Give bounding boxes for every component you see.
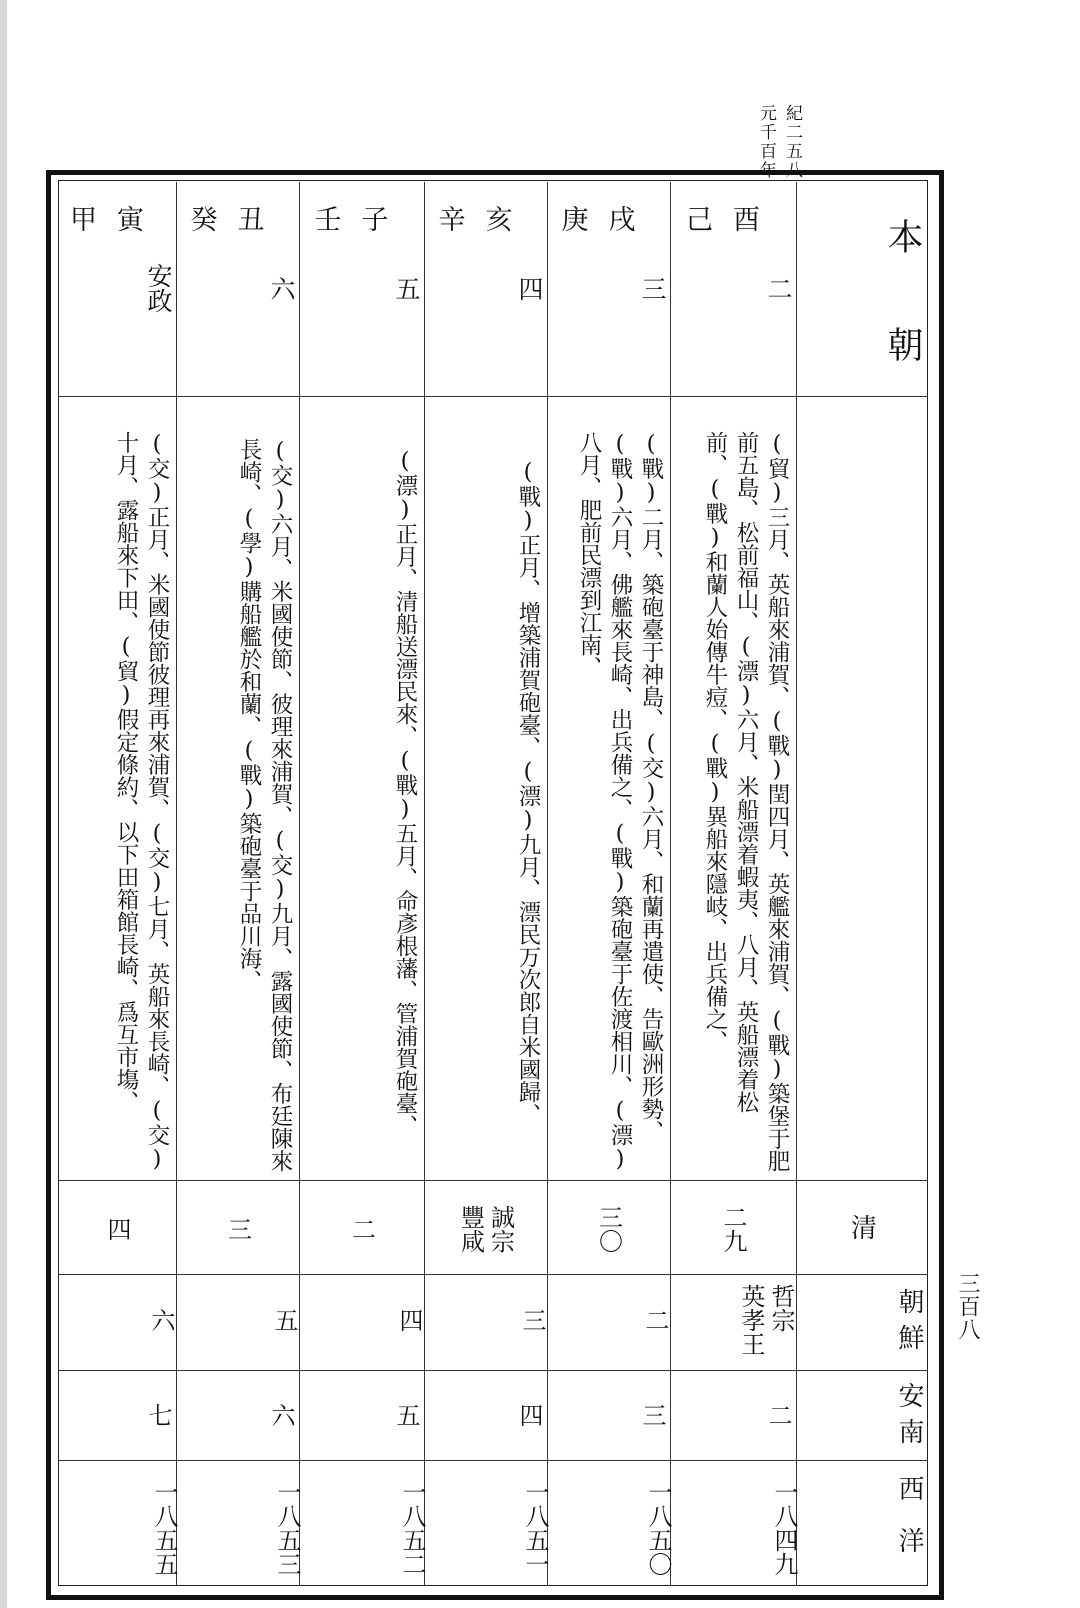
qing-year: 誠宗 豐咸	[456, 1205, 515, 1253]
row-label-joseon: 朝鮮	[894, 1288, 924, 1360]
joseon-year: 五	[270, 1308, 298, 1332]
western-year: 一八五二	[398, 1480, 426, 1576]
joseon-year: 哲宗 英孝王	[737, 1284, 795, 1356]
column-divider	[796, 182, 797, 1585]
qing-year: 三〇	[594, 1205, 623, 1253]
qing-year: 三	[223, 1217, 252, 1241]
reign-year: 二	[764, 275, 793, 301]
japan-events: (交)正月、米國使節彼理再來浦賀、(交)七月、英船來長崎、(交) 十月、露船來下田、(貿)假定條約、以下田箱館長崎、爲互市塲、	[113, 431, 170, 1172]
annam-year: 三	[638, 1403, 666, 1427]
western-year: 一八五一	[521, 1480, 549, 1576]
row-label-west: 西洋	[894, 1475, 924, 1579]
cycle-label: 庚戌	[561, 205, 656, 236]
joseon-year: 二	[641, 1308, 669, 1332]
annam-year: 四	[515, 1403, 543, 1427]
row-label-annam: 安南	[894, 1382, 924, 1454]
annam-year: 二	[764, 1403, 792, 1427]
row-divider	[58, 1460, 928, 1461]
cycle-label: 己酉	[686, 205, 780, 236]
qing-year: 二	[347, 1217, 376, 1241]
western-year: 一八五三	[273, 1480, 301, 1576]
reign-year: 三	[638, 275, 667, 301]
page-number: 三百八	[955, 1272, 980, 1341]
reign-year: 安政	[144, 263, 173, 313]
row-divider	[58, 1370, 928, 1371]
japan-events: (貿)三月、英船來浦賀、(戰)閏四月、英艦來浦賀、(戰)築堡于肥 前五島、松前福山、(漂)六月、米船漂着蝦夷、八月、英船漂着松 前、(戰)和蘭人始傳牛痘、(戰)異船來隱岐、出兵備之、	[702, 431, 790, 1172]
row-label-japan: 本 朝	[882, 218, 923, 362]
joseon-year: 三	[518, 1308, 546, 1332]
qing-year: 四	[103, 1217, 131, 1241]
page-edge-shadow	[0, 0, 7, 1608]
cycle-label: 壬子	[314, 205, 409, 236]
row-label-qing: 清	[846, 1214, 877, 1240]
qing-year: 二九	[719, 1205, 747, 1253]
cycle-label: 甲寅	[70, 205, 164, 236]
joseon-year: 四	[395, 1308, 423, 1332]
row-divider	[58, 1180, 928, 1181]
row-divider	[58, 396, 928, 397]
reign-year: 六	[267, 275, 296, 301]
cycle-label: 辛亥	[438, 205, 533, 236]
japan-events: (交)六月、米國使節、彼理來浦賀、(交)九月、露國使節、布廷陳來 長崎、(學)購船艦於和蘭、(戰)築砲臺于品川海、	[236, 438, 293, 1172]
annam-year: 七	[144, 1403, 172, 1427]
era-header: 紀二五八 元千百年	[756, 104, 802, 180]
japan-events: (戰)正月、增築浦賀砲臺、(漂)九月、漂民万次郎自米國歸、	[515, 458, 541, 1126]
western-year: 一八五〇	[644, 1480, 672, 1576]
joseon-year: 六	[147, 1308, 175, 1332]
western-year: 一八四九	[770, 1480, 798, 1576]
row-divider	[58, 1274, 928, 1275]
cycle-label: 癸丑	[190, 205, 285, 236]
reign-year: 四	[515, 275, 544, 301]
annam-year: 六	[267, 1403, 295, 1427]
reign-year: 五	[392, 275, 421, 301]
japan-events: (戰)二月、築砲臺于神島、(交)六月、和蘭再遣使、告歐洲形勢、 (戰)六月、佛艦來長崎、出兵備之、(戰)築砲臺于佐渡相川、(漂) 八月、肥前民漂到江南、	[576, 431, 664, 1172]
japan-events: (漂)正月、清船送漂民來、(戰)五月、命彥根藩、管浦賀砲臺、	[392, 447, 418, 1137]
annam-year: 五	[392, 1403, 420, 1427]
western-year: 一八五五	[150, 1480, 178, 1576]
